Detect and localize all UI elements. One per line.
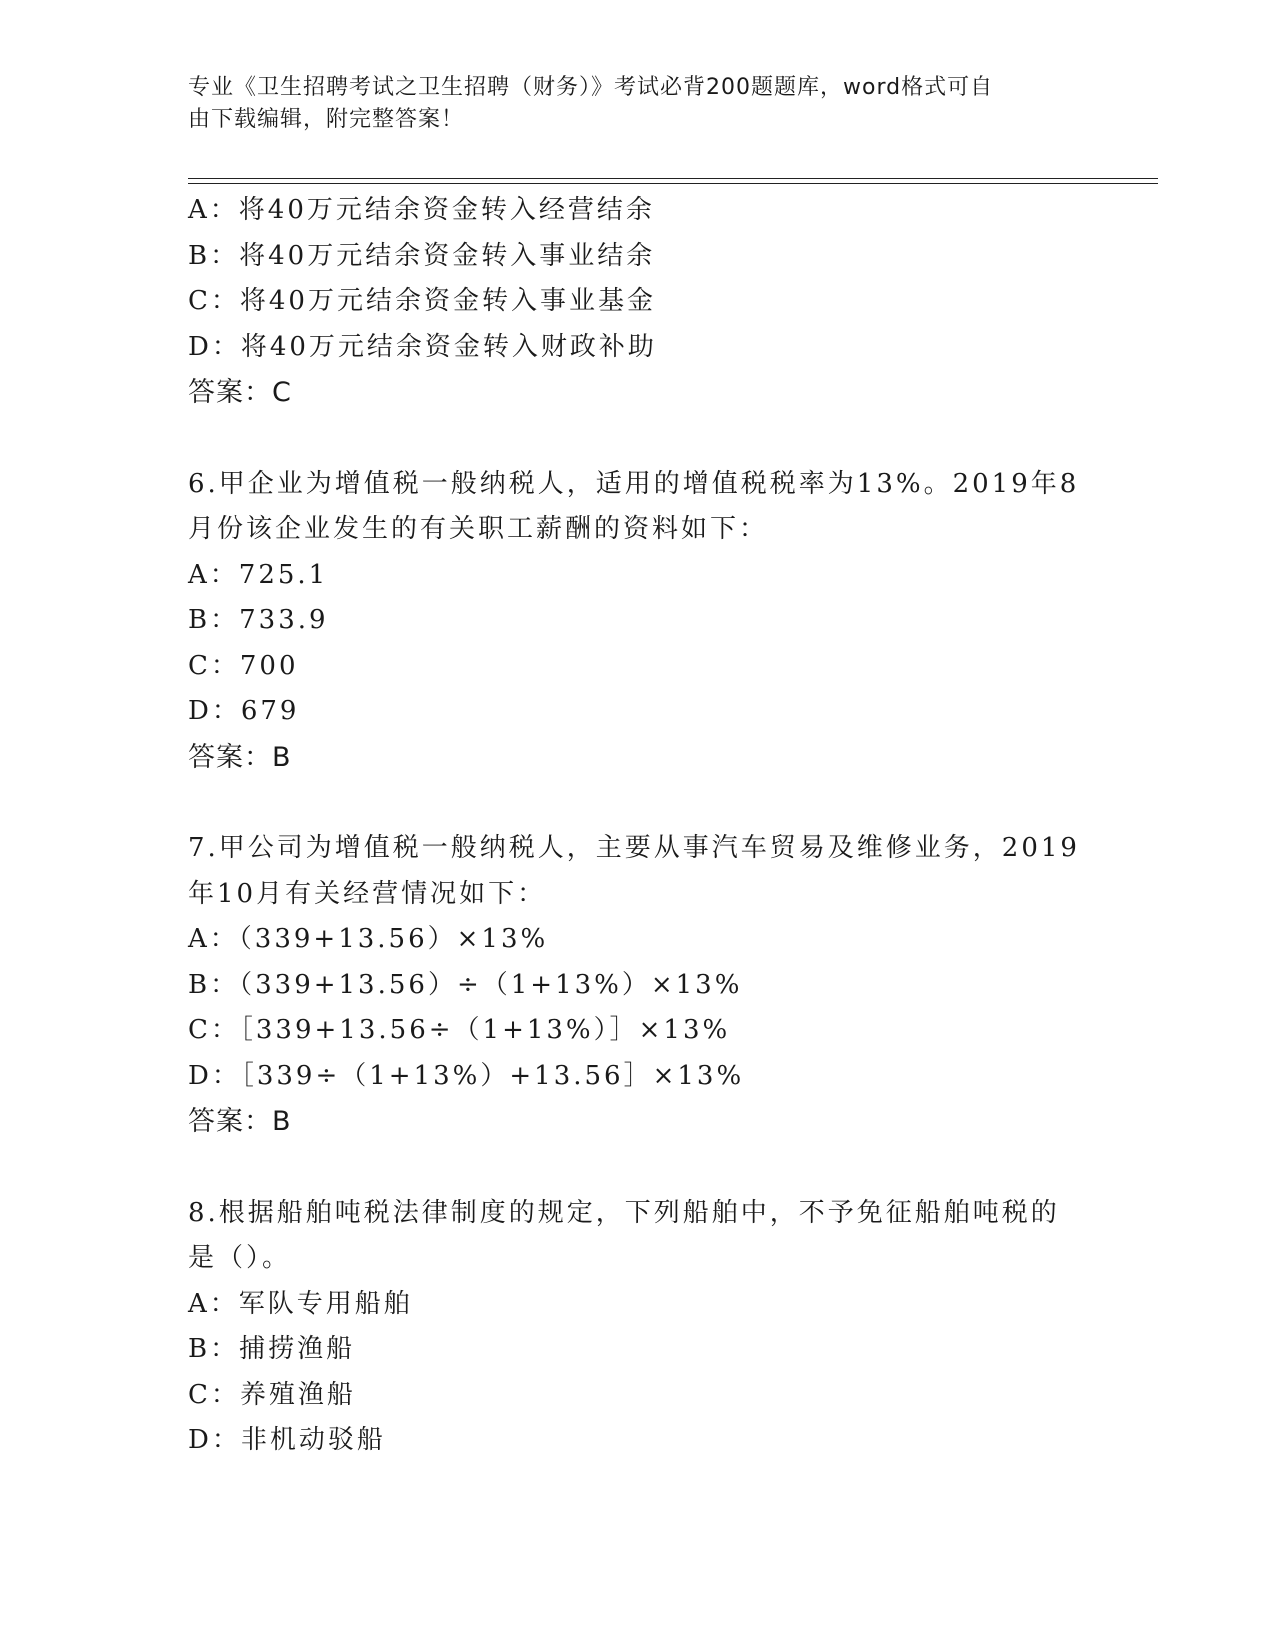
question-stem-line: 月份该企业发生的有关职工薪酬的资料如下： [188,514,769,544]
header-divider-bottom [188,183,1158,184]
option-d: D：［339÷（1+13%）+13.56］×13% [188,1060,745,1091]
header-line-2: 由下载编辑，附完整答案！ [188,107,465,132]
option-c: C：将40万元结余资金转入事业基金 [188,286,656,316]
question-6 [188,462,1088,781]
question-8 [188,1191,1088,1464]
option-b: B：733.9 [188,605,329,635]
question-stem-line: 是（）。 [188,1243,292,1273]
answer-line: 答案：B [188,1106,292,1137]
option-c: C：养殖渔船 [188,1379,356,1410]
option-a: A：（339+13.56）×13% [188,924,549,954]
question-list [188,188,1088,1464]
answer-line: 答案：B [188,741,292,773]
question-stem-line: 8.根据船舶吨税法律制度的规定，下列船舶中，不予免征船舶吨税的 [188,1197,1060,1228]
header-divider-top [188,178,1158,179]
option-d: D：非机动驳船 [188,1425,386,1455]
option-b: B：将40万元结余资金转入事业结余 [188,240,656,271]
option-d: D：将40万元结余资金转入财政补助 [188,331,657,362]
document-header [188,72,1068,136]
option-a: A：军队专用船舶 [188,1288,413,1319]
answer-line: 答案：C [188,377,292,408]
question-stem-line: 6.甲企业为增值税一般纳税人，适用的增值税税率为13%。2019年8 [188,468,1080,499]
question-stem-line: 年10月有关经营情况如下： [188,878,547,909]
option-a: A：将40万元结余资金转入经营结余 [188,195,655,225]
header-line-1: 专业《卫生招聘考试之卫生招聘（财务）》考试必背200题题库，word格式可自 [188,75,994,100]
question-7 [188,826,1088,1145]
question-stem-line: 7.甲公司为增值税一般纳税人，主要从事汽车贸易及维修业务，2019 [188,833,1080,863]
option-b: B：捕捞渔船 [188,1334,356,1364]
option-c: C：［339+13.56÷（1+13%）］×13% [188,1015,731,1045]
option-d: D：679 [188,696,300,726]
option-c: C：700 [188,650,299,681]
option-a: A：725.1 [188,559,329,590]
option-b: B：（339+13.56）÷（1+13%）×13% [188,969,743,1000]
question-5-tail [188,188,1088,416]
